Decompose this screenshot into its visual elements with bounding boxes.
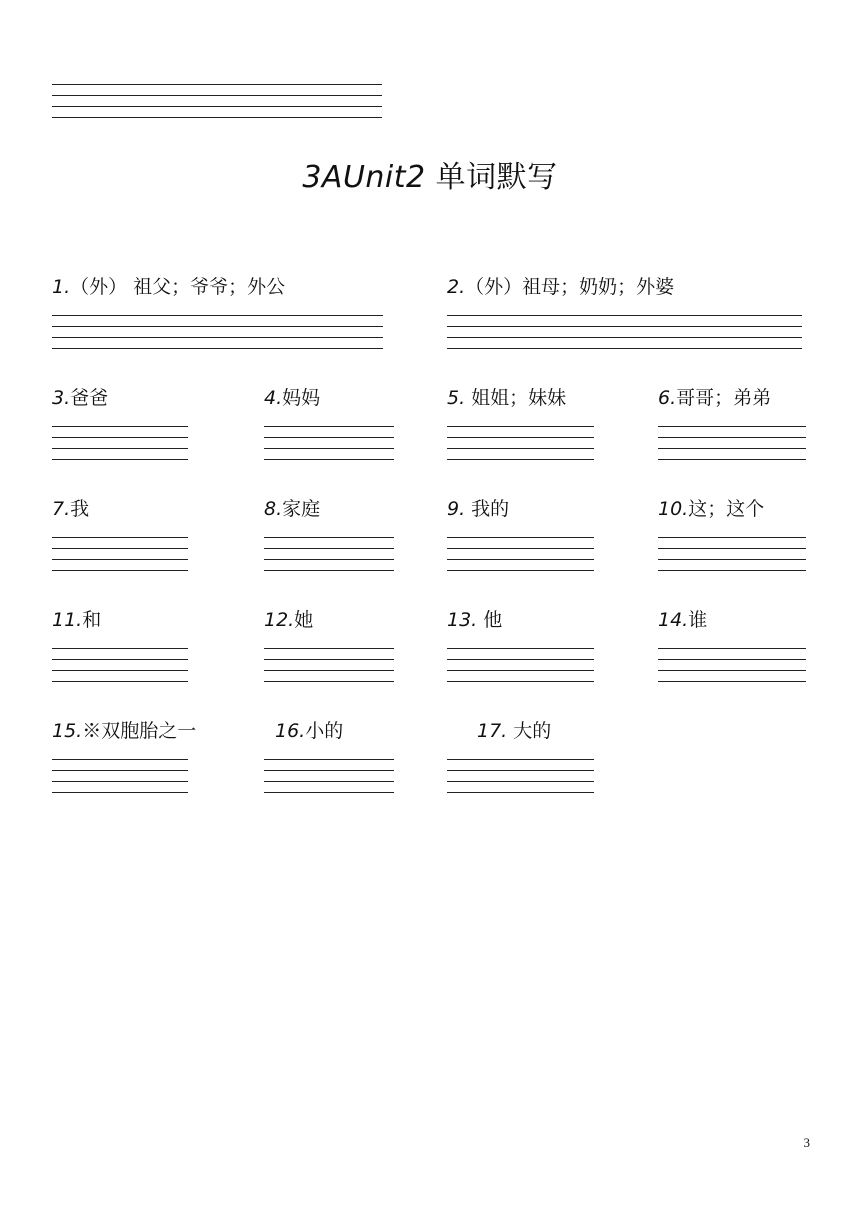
page-number: 3 xyxy=(803,1135,810,1150)
item-number: 16. xyxy=(275,720,306,742)
writing-lines[interactable] xyxy=(447,315,802,351)
writing-lines[interactable] xyxy=(264,426,394,462)
writing-lines[interactable] xyxy=(447,537,594,573)
writing-lines[interactable] xyxy=(658,537,806,573)
item-label xyxy=(447,383,566,410)
item-number: 11. xyxy=(52,609,83,631)
item-label xyxy=(658,383,771,410)
item-label xyxy=(264,605,313,632)
item-text: 谁 xyxy=(688,609,708,631)
item-text: ※双胞胎之一 xyxy=(82,720,197,742)
item-number: 5. xyxy=(447,387,466,409)
writing-lines[interactable] xyxy=(52,759,188,795)
item-label xyxy=(447,605,502,632)
item-number: 1. xyxy=(52,276,71,298)
item-label xyxy=(477,716,551,743)
item-label xyxy=(52,383,108,410)
item-number: 14. xyxy=(658,609,689,631)
item-text: 爸爸 xyxy=(70,387,109,409)
item-number: 2. xyxy=(447,276,466,298)
item-label xyxy=(658,494,764,521)
header-writing-lines xyxy=(52,84,382,120)
item-number: 4. xyxy=(264,387,283,409)
item-number: 3. xyxy=(52,387,71,409)
item-number: 9. xyxy=(447,498,466,520)
item-text: 这；这个 xyxy=(688,498,765,520)
title-english: 3AUnit2 xyxy=(302,160,426,195)
item-number: 15. xyxy=(52,720,83,742)
writing-lines[interactable] xyxy=(658,648,806,684)
item-label xyxy=(447,494,509,521)
item-text: 他 xyxy=(477,609,503,631)
item-number: 12. xyxy=(264,609,295,631)
writing-lines[interactable] xyxy=(52,315,383,351)
writing-lines[interactable] xyxy=(52,426,188,462)
item-text: 姐姐；妹妹 xyxy=(465,387,567,409)
writing-lines[interactable] xyxy=(658,426,806,462)
item-number: 6. xyxy=(658,387,677,409)
item-text: 妈妈 xyxy=(282,387,321,409)
writing-lines[interactable] xyxy=(447,426,594,462)
item-number: 7. xyxy=(52,498,71,520)
item-text: （外） 祖父；爷爷；外公 xyxy=(70,276,286,298)
item-text: 和 xyxy=(82,609,102,631)
item-label xyxy=(52,605,101,632)
item-label xyxy=(264,383,320,410)
writing-lines[interactable] xyxy=(264,648,394,684)
item-text: 我 xyxy=(70,498,90,520)
item-number: 17. xyxy=(477,720,508,742)
item-text: 哥哥；弟弟 xyxy=(676,387,772,409)
writing-lines[interactable] xyxy=(447,759,594,795)
item-text: 我的 xyxy=(465,498,510,520)
item-label xyxy=(52,716,196,743)
writing-lines[interactable] xyxy=(264,759,394,795)
item-text: （外）祖母；奶奶；外婆 xyxy=(465,276,675,298)
item-label xyxy=(447,272,674,299)
writing-lines[interactable] xyxy=(447,648,594,684)
item-text: 她 xyxy=(294,609,314,631)
item-label xyxy=(264,494,320,521)
page-title xyxy=(0,152,860,196)
item-label xyxy=(275,716,343,743)
item-text: 家庭 xyxy=(282,498,321,520)
item-number: 8. xyxy=(264,498,283,520)
item-text: 小的 xyxy=(305,720,344,742)
item-label xyxy=(658,605,707,632)
writing-lines[interactable] xyxy=(52,648,188,684)
item-number: 10. xyxy=(658,498,689,520)
item-label xyxy=(52,494,89,521)
item-number: 13. xyxy=(447,609,478,631)
item-label xyxy=(52,272,285,299)
writing-lines[interactable] xyxy=(264,537,394,573)
title-chinese: 单词默写 xyxy=(425,160,558,195)
writing-lines[interactable] xyxy=(52,537,188,573)
item-text: 大的 xyxy=(507,720,552,742)
